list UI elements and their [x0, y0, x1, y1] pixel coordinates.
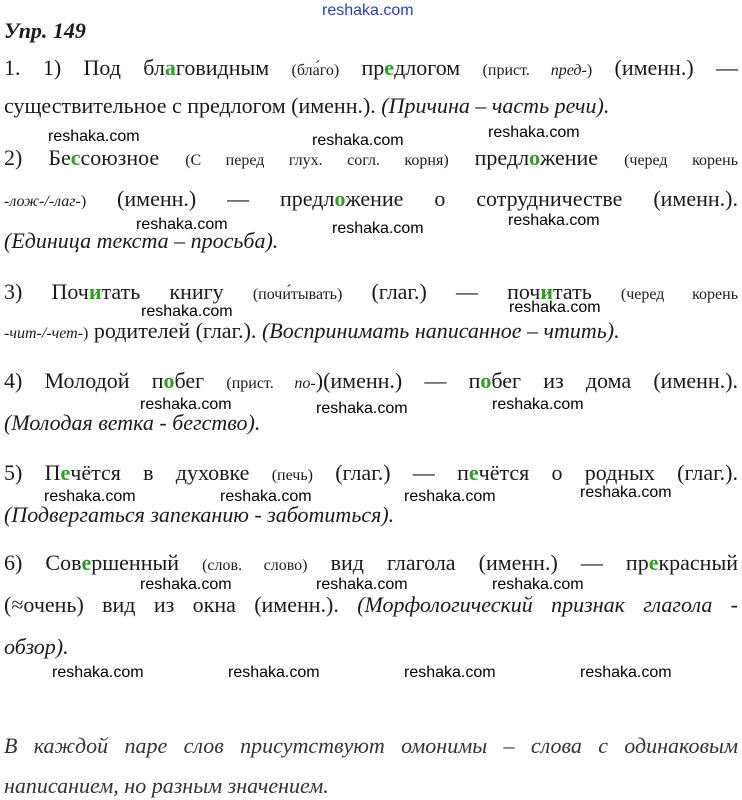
item-4-line-1: 4) Молодой побег (прист. по-)(именн.) — побег из дома (именн.).: [4, 368, 739, 393]
watermark: reshaka.com: [44, 488, 136, 505]
watermark: reshaka.com: [316, 576, 408, 593]
item-6-line-3: обзор).: [4, 634, 69, 659]
watermark: reshaka.com: [332, 220, 424, 237]
watermark: reshaka.com: [140, 576, 232, 593]
watermark: reshaka.com: [580, 664, 672, 681]
watermark: reshaka.com: [141, 303, 233, 320]
watermark: reshaka.com: [492, 396, 584, 413]
item-2-line-1: 2) Бессоюзное (С перед глух. согл. корня) предложение (черед корень: [4, 145, 738, 170]
watermark: reshaka.com: [492, 576, 584, 593]
watermark: reshaka.com: [228, 664, 320, 681]
site-header-link[interactable]: reshaka.com: [322, 2, 414, 19]
item-6-line-1: 6) Совершенный (слов. слово) вид глагола (именн.) — прекрасный: [4, 550, 738, 575]
item-4-line-2: (Молодая ветка - бегство).: [4, 410, 261, 435]
watermark: reshaka.com: [509, 299, 601, 316]
item-6-line-2: (≈очень) вид из окна (именн.). (Морфологический признак глагола -: [4, 592, 738, 617]
watermark: reshaka.com: [220, 488, 312, 505]
item-5-line-1: 5) Печётся в духовке (печь) (глаг.) — печётся о родных (глаг.).: [4, 460, 738, 485]
watermark: reshaka.com: [404, 488, 496, 505]
watermark: reshaka.com: [580, 484, 672, 501]
watermark: reshaka.com: [136, 216, 228, 233]
item-1-line-2: существительное с предлогом (именн.). (Причина – часть речи).: [4, 93, 610, 118]
watermark: reshaka.com: [316, 400, 408, 417]
conclusion-line-2: написанием, но разным значением.: [4, 773, 329, 798]
conclusion-line-1: В каждой паре слов присутствуют омонимы – слова с одинаковым: [4, 733, 738, 758]
exercise-title: Упр. 149: [4, 18, 86, 43]
watermark: reshaka.com: [52, 664, 144, 681]
watermark: reshaka.com: [312, 132, 404, 149]
watermark: reshaka.com: [488, 124, 580, 141]
item-1-line-1: 1. 1) Под благовидным (бла́го) предлогом (прист. пред-) (именн.) —: [4, 55, 738, 80]
item-3-line-2: -чит-/-чет-) родителей (глаг.). (Воспринимать написанное – чтить).: [4, 318, 620, 343]
item-5-line-2: (Подвергаться запеканию - заботиться).: [4, 502, 395, 527]
watermark: reshaka.com: [508, 212, 600, 229]
item-3-line-1: 3) Почитать книгу (почи́тывать) (глаг.) — почитать (черед корень: [4, 279, 738, 304]
item-2-line-2: -лож-/-лаг-) (именн.) — предложение о сотрудничестве (именн.).: [4, 186, 738, 211]
watermark: reshaka.com: [140, 396, 232, 413]
watermark: reshaka.com: [404, 664, 496, 681]
watermark: reshaka.com: [48, 128, 140, 145]
item-2-line-3: (Единица текста – просьба).: [4, 228, 279, 253]
